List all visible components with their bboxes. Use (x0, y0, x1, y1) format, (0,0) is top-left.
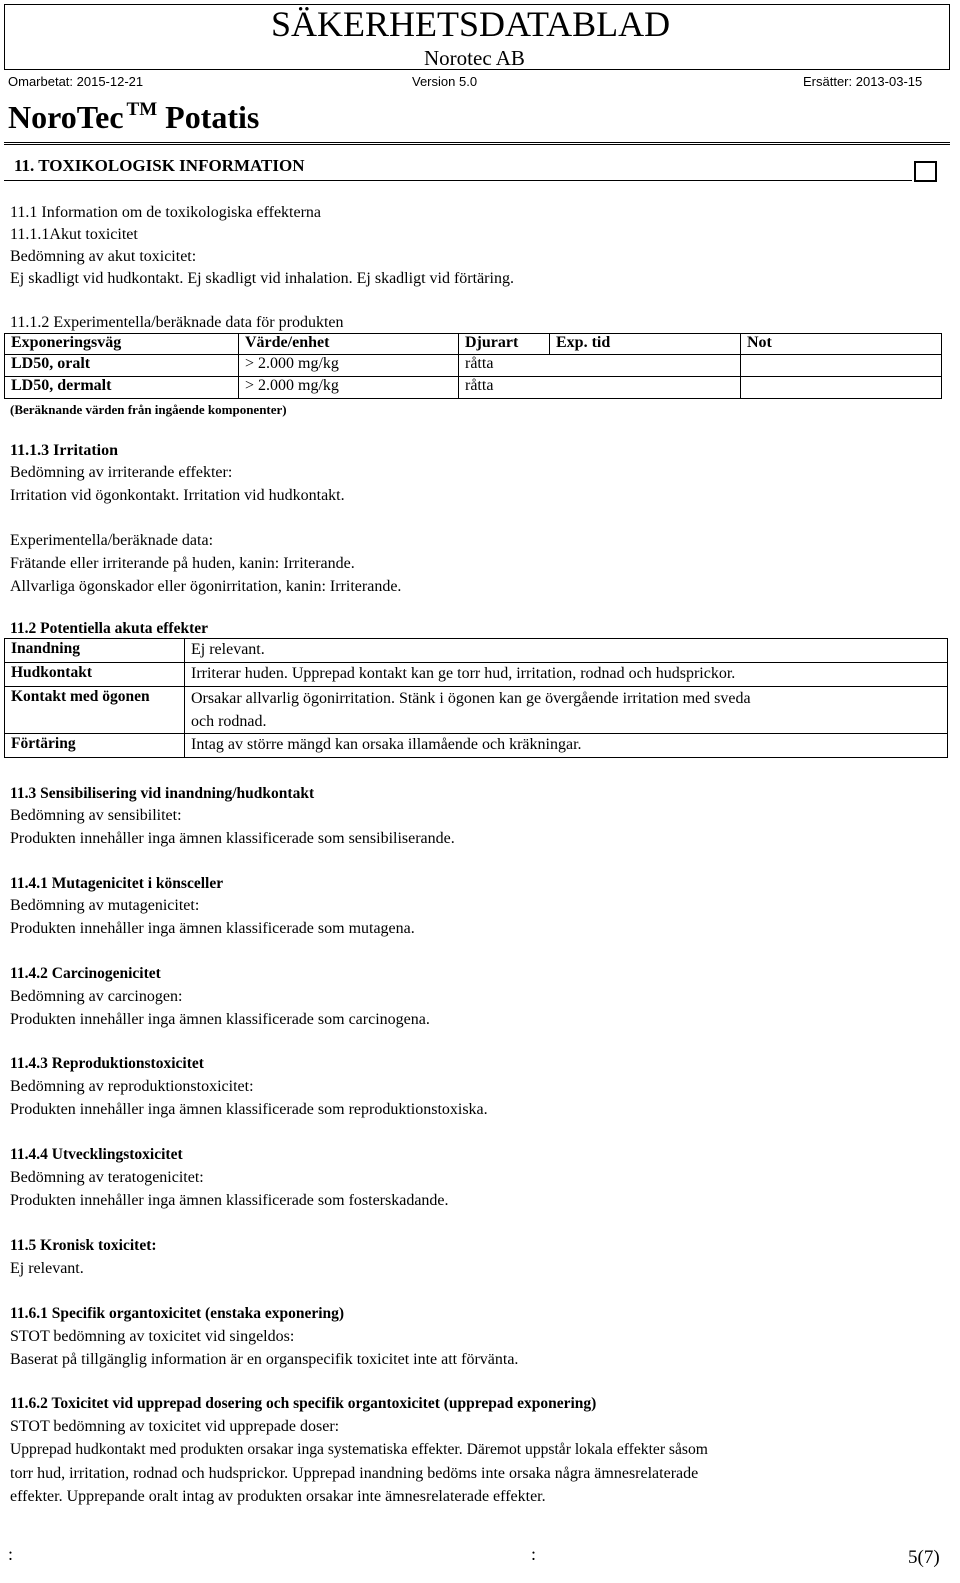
exp-cell-note (741, 355, 942, 377)
route-effect-line: Orsakar allvarlig ögonirritation. Stänk i ögonen kan ge övergående irritation med sveda (191, 690, 751, 707)
exp-cell-route: LD50, oralt (5, 355, 239, 377)
table-row (5, 355, 942, 377)
exp-cell-species: råtta (459, 355, 550, 377)
table-row (5, 687, 948, 734)
s11-6-2-heading: 11.6.2 Toxicitet vid upprepad dosering och specifik organtoxicitet (upprepad exponering) (10, 1395, 597, 1412)
table-row (5, 377, 942, 399)
revised-date: Omarbetat: 2015-12-21 (8, 74, 144, 89)
irritation-label: Bedömning av irriterande effekter: (10, 464, 233, 481)
exp-header-time: Exp. tid (550, 334, 741, 355)
route-effect (185, 687, 948, 734)
exp-cell-value: > 2.000 mg/kg (239, 355, 459, 377)
s11-4-1-heading: 11.4.1 Mutagenicitet i könsceller (10, 875, 224, 892)
exp-header-value: Värde/enhet (239, 334, 459, 355)
exp-data-label: Experimentella/beräknade data: (10, 532, 214, 549)
route-label: Kontakt med ögonen (5, 687, 185, 734)
exp-data-table (4, 333, 942, 399)
header-divider (4, 142, 950, 145)
s11-1-heading: 11.1 Information om de toxikologiska effekterna (10, 204, 322, 221)
replaces-date: Ersätter: 2013-03-15 (803, 74, 923, 89)
s11-6-2-line-3: effekter. Upprepande oralt intag av produkten orsakar inte ämnesrelaterade effekter. (10, 1488, 546, 1505)
s11-1-3-heading: 11.1.3 Irritation (10, 442, 118, 459)
exp-data-line-1: Frätande eller irriterande på huden, kanin: Irriterande. (10, 555, 355, 572)
exp-cell-time (550, 355, 741, 377)
exp-table-header-row (5, 334, 942, 355)
irritation-text: Irritation vid ögonkontakt. Irritation vid hudkontakt. (10, 487, 345, 504)
version: Version 5.0 (412, 74, 478, 89)
product-name-suffix: Potatis (165, 99, 260, 135)
exp-header-route: Exponeringsväg (5, 334, 239, 355)
table-row (5, 734, 948, 758)
route-effect: Irriterar huden. Upprepad kontakt kan ge torr hud, irritation, rodnad och hudsprickor. (185, 663, 948, 687)
section-heading-rule (4, 180, 912, 181)
company-name: Norotec AB (424, 46, 525, 70)
s11-2-heading: 11.2 Potentiella akuta effekter (10, 620, 209, 637)
footer-colon-mid: : (531, 1544, 537, 1564)
s11-5-text: Ej relevant. (10, 1260, 84, 1277)
exp-data-line-2: Allvarliga ögonskador eller ögonirritation, kanin: Irriterande. (10, 578, 402, 595)
s11-3-label: Bedömning av sensibilitet: (10, 807, 182, 824)
s11-4-4-text: Produkten innehåller inga ämnen klassificerade som fosterskadande. (10, 1192, 449, 1209)
product-name (8, 90, 259, 137)
exp-header-note: Not (741, 334, 942, 355)
s11-3-heading: 11.3 Sensibilisering vid inandning/hudkontakt (10, 785, 315, 802)
s11-4-3-heading: 11.4.3 Reproduktionstoxicitet (10, 1055, 204, 1072)
s11-4-1-label: Bedömning av mutagenicitet: (10, 897, 200, 914)
page-number: 5(7) (908, 1547, 940, 1568)
s11-4-4-heading: 11.4.4 Utvecklingstoxicitet (10, 1146, 183, 1163)
s11-4-2-label: Bedömning av carcinogen: (10, 988, 183, 1005)
s11-6-2-line-2: torr hud, irritation, rodnad och hudsprickor. Upprepad inandning bedöms inte orsaka några ämnesrelaterade (10, 1465, 699, 1482)
exp-cell-route: LD50, dermalt (5, 377, 239, 399)
document-title: SÄKERHETSDATABLAD (271, 4, 671, 44)
s11-4-4-label: Bedömning av teratogenicitet: (10, 1169, 204, 1186)
route-label: Förtäring (5, 734, 185, 758)
acute-effects-table (4, 638, 948, 758)
route-effect: Ej relevant. (185, 639, 948, 663)
route-label: Inandning (5, 639, 185, 663)
s11-6-1-heading: 11.6.1 Specifik organtoxicitet (enstaka exponering) (10, 1305, 345, 1322)
s11-6-1-text: Baserat på tillgänglig information är en organspecifik toxicitet inte att förvänta. (10, 1351, 519, 1368)
footer-colon-left: : (8, 1544, 14, 1564)
table-row (5, 663, 948, 687)
route-effect-line: och rodnad. (191, 713, 267, 730)
s11-4-3-text: Produkten innehåller inga ämnen klassificerade som reproduktionstoxiska. (10, 1101, 488, 1118)
section-heading: 11. TOXIKOLOGISK INFORMATION (14, 156, 305, 175)
exp-header-species: Djurart (459, 334, 550, 355)
s11-5-heading: 11.5 Kronisk toxicitet: (10, 1237, 157, 1254)
s11-1-1-heading: 11.1.1Akut toxicitet (10, 226, 138, 243)
product-name-base: NoroTec (8, 99, 124, 135)
exp-cell-note (741, 377, 942, 399)
s11-6-2-line-1: Upprepad hudkontakt med produkten orsakar inga systematiska effekter. Däremot uppstår lokala effekter såsom (10, 1441, 708, 1458)
s11-4-2-heading: 11.4.2 Carcinogenicitet (10, 965, 161, 982)
acute-assessment-text: Ej skadligt vid hudkontakt. Ej skadligt vid inhalation. Ej skadligt vid förtäring. (10, 270, 514, 287)
s11-3-text: Produkten innehåller inga ämnen klassificerade som sensibiliserande. (10, 830, 455, 847)
exp-cell-species: råtta (459, 377, 550, 399)
s11-6-1-label: STOT bedömning av toxicitet vid singeldos: (10, 1328, 295, 1345)
s11-6-2-label: STOT bedömning av toxicitet vid upprepade doser: (10, 1418, 340, 1435)
route-label: Hudkontakt (5, 663, 185, 687)
table-row (5, 639, 948, 663)
exp-table-note: (Beräknande värden från ingående komponenter) (10, 402, 287, 417)
checkbox-icon (914, 161, 937, 182)
s11-4-1-text: Produkten innehåller inga ämnen klassificerade som mutagena. (10, 920, 415, 937)
exp-cell-time (550, 377, 741, 399)
s11-4-3-label: Bedömning av reproduktionstoxicitet: (10, 1078, 254, 1095)
trademark: TM (126, 99, 158, 120)
route-effect: Intag av större mängd kan orsaka illamående och kräkningar. (185, 734, 948, 758)
acute-assessment-label: Bedömning av akut toxicitet: (10, 248, 197, 265)
exp-cell-value: > 2.000 mg/kg (239, 377, 459, 399)
s11-1-2-heading: 11.1.2 Experimentella/beräknade data för produkten (10, 314, 344, 331)
s11-4-2-text: Produkten innehåller inga ämnen klassificerade som carcinogena. (10, 1011, 430, 1028)
